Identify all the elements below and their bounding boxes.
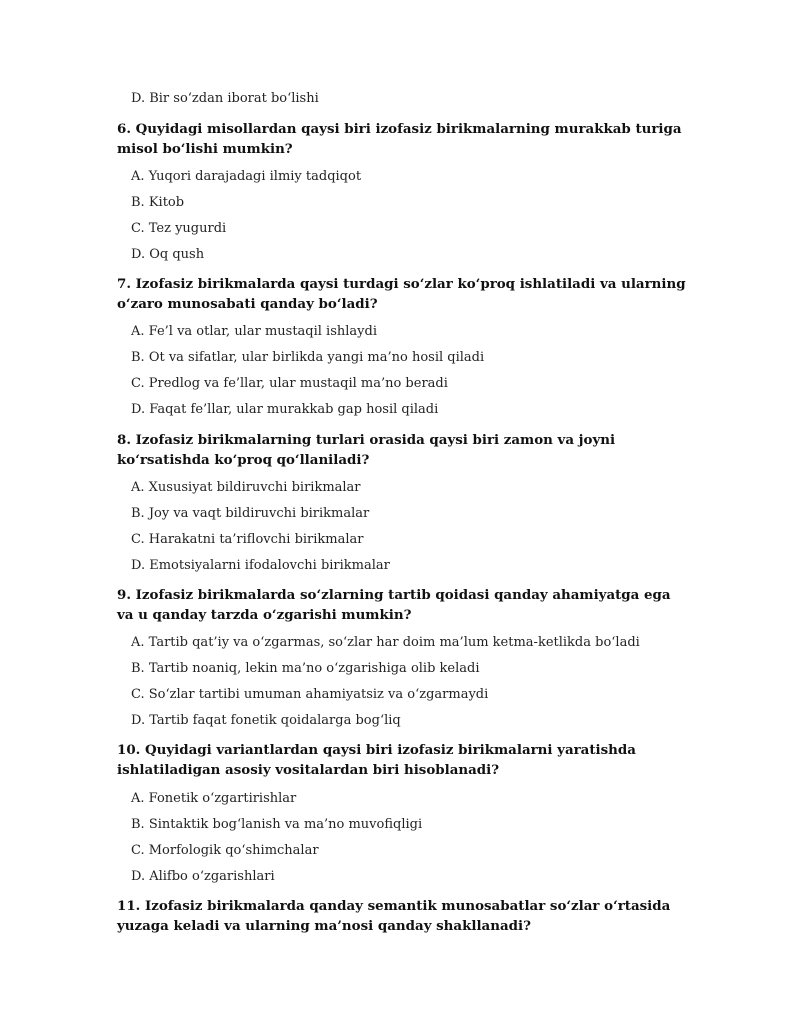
option-7c: C. Predlog va fe’llar, ular mustaqil ma’no beradi [131,376,448,391]
option-9a: A. Tartib qat’iy va o‘zgarmas, so‘zlar har doim ma’lum ketma-ketlikda bo‘ladi [131,635,640,650]
option-10a: A. Fonetik o‘zgartirishlar [131,791,297,806]
option-9d: D. Tartib faqat fonetik qoidalarga bog‘liq [131,713,401,728]
option-9c: C. So‘zlar tartibi umuman ahamiyatsiz va o‘zgarmaydi [131,687,489,702]
option-8c: C. Harakatni ta’riflovchi birikmalar [131,532,364,547]
option-10b: B. Sintaktik bog‘lanish va ma’no muvofiqligi [131,817,423,832]
option-9b: B. Tartib noaniq, lekin ma’no o‘zgarishiga olib keladi [131,661,480,676]
option-8d: D. Emotsiyalarni ifodalovchi birikmalar [131,558,390,573]
option-6c: C. Tez yugurdi [131,221,227,236]
option-8b: B. Joy va vaqt bildiruvchi birikmalar [131,506,370,521]
option-7d: D. Faqat fe’llar, ular murakkab gap hosil qiladi [131,402,439,417]
option-6d: D. Oq qush [131,247,205,262]
option-6a: A. Yuqori darajadagi ilmiy tadqiqot [131,169,362,184]
question-9: 9. Izofasiz birikmalarda so‘zlarning tartib qoidasi qanday ahamiyatga ega va u qanday tarzda o‘zgarishi mumkin? [117,587,671,623]
question-7: 7. Izofasiz birikmalarda qaysi turdagi so‘zlar ko‘proq ishlatiladi va ularning o‘zaro munosabati qanday bo‘ladi? [117,276,686,312]
option-10d: D. Alifbo o‘zgarishlari [131,869,275,884]
question-6: 6. Quyidagi misollardan qaysi biri izofasiz birikmalarning murakkab turiga misol bo‘lishi mumkin? [117,121,682,157]
lead-option: D. Bir so‘zdan iborat bo‘lishi [131,91,319,106]
option-6b: B. Kitob [131,195,185,210]
question-10: 10. Quyidagi variantlardan qaysi biri izofasiz birikmalarni yaratishda ishlatiladigan asosiy vositalardan biri hisoblanadi? [117,742,636,778]
question-8: 8. Izofasiz birikmalarning turlari orasida qaysi biri zamon va joyni ko‘rsatishda ko‘proq qo‘llaniladi? [117,432,616,468]
option-7a: A. Fe’l va otlar, ular mustaqil ishlaydi [131,324,377,339]
question-11: 11. Izofasiz birikmalarda qanday semantik munosabatlar so‘zlar o‘rtasida yuzaga keladi va ularning ma’nosi qanday shakllanadi? [117,898,671,934]
option-10c: C. Morfologik qo‘shimchalar [131,843,319,858]
option-8a: A. Xususiyat bildiruvchi birikmalar [131,480,361,495]
option-7b: B. Ot va sifatlar, ular birlikda yangi ma’no hosil qiladi [131,350,485,365]
